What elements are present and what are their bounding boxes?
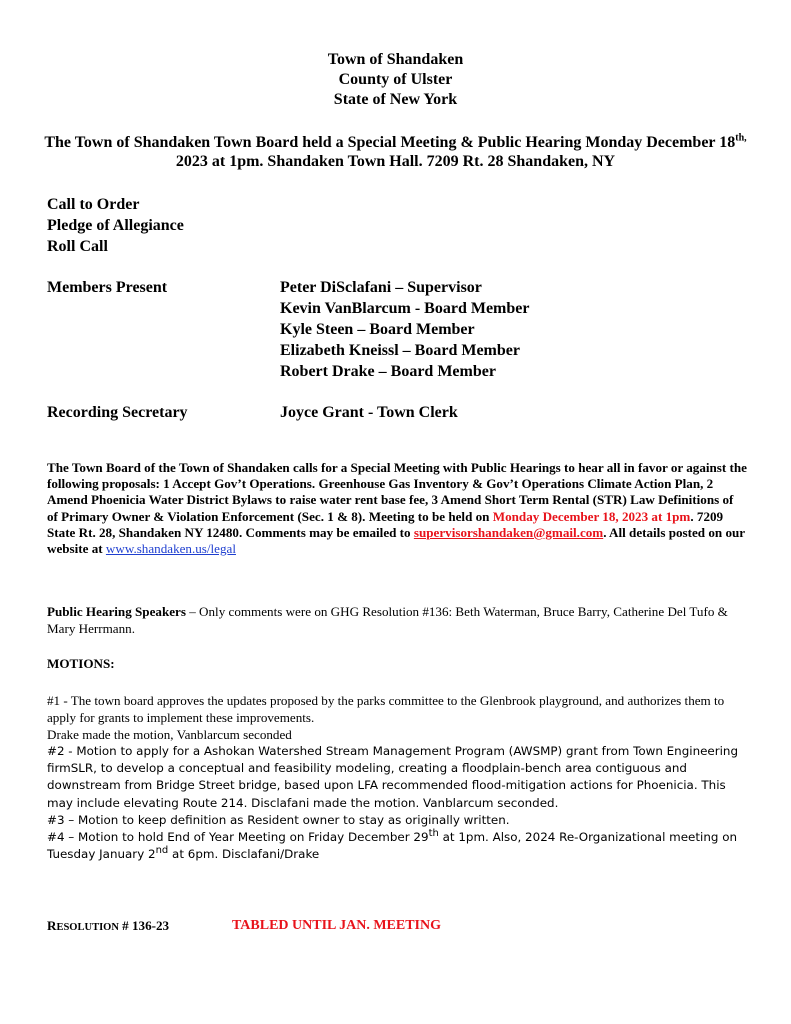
motion-4-text: #4 – Motion to hold End of Year Meeting on Friday December 29 [47, 830, 429, 845]
agenda-list [47, 194, 184, 257]
meeting-title [40, 133, 751, 171]
public-hearing-speakers [47, 603, 747, 637]
resolution-label-initial: R [47, 918, 57, 933]
motion-4-sup: th [428, 828, 439, 840]
agenda-item: Pledge of Allegiance [47, 217, 184, 234]
motion-4 [47, 829, 747, 863]
member-name: Kyle Steen – Board Member [280, 321, 475, 338]
members-list [280, 277, 529, 382]
state-name: State of New York [333, 91, 458, 108]
speakers-label: Public Hearing Speakers [47, 604, 186, 619]
notice-text: . All details posted on our website at [47, 524, 745, 557]
resolution-status: TABLED UNTIL JAN. MEETING [232, 918, 442, 933]
notice-date: Monday December 18, 2023 at 1pm [492, 508, 691, 524]
recording-secretary [47, 402, 747, 423]
motion-4-text: at 6pm. Disclafani/Drake [168, 847, 320, 862]
email-link[interactable]: supervisorshandaken@gmail.com [413, 524, 604, 540]
motions-heading: MOTIONS: [47, 656, 115, 671]
title-superscript: th, [735, 132, 747, 144]
meeting-notice [47, 460, 747, 557]
county-name: County of Ulster [338, 71, 453, 88]
motion-3: #3 – Motion to keep definition as Resident owner to stay as originally written. [47, 812, 510, 827]
title-part-2: 2023 at 1pm. Shandaken Town Hall. 7209 Rt. 28 Shandaken, NY [175, 153, 616, 170]
speakers-text: – Only comments were on GHG Resolution #136: Beth Waterman, Bruce Barry, Catherine Del Tufo & Mary Herrmann. [47, 604, 728, 636]
motion-2: #2 - Motion to apply for a Ashokan Watershed Stream Management Program (AWSMP) grant from Town Engineering firmSLR, to develop a conceptual and feasibility modeling, creating a floodplain-bench area contiguous and downstream from Bridge Street bridge, based upon LFA recommended flood-mitigation actions for Phoenicia. This may include elevating Route 214. Disclafani made the motion. Vanblarcum seconded. [47, 744, 739, 810]
notice-text: The Town Board of the Town of Shandaken calls for a Special Meeting with Public Hearings to hear all in favor or against the following proposals: 1 Accept Gov’t Operations. Greenhouse Gas Inventory & Gov’t Operations Climate Action Plan, 2 Amend Phoenicia Water District Bylaws to raise water rent base fee, 3 Amend Short Term Rental (STR) Law Definitions of of Primary Owner & Violation Enforcement (Sec. 1 & 8). Meeting to be held on [47, 460, 747, 524]
title-part-1: The Town of Shandaken Town Board held a Special Meeting & Public Hearing Monday December 18 [44, 134, 736, 151]
resolution-number: # 136-23 [118, 918, 170, 933]
member-name: Robert Drake – Board Member [280, 363, 496, 380]
resolution-line [47, 918, 747, 934]
member-name: Kevin VanBlarcum - Board Member [280, 300, 530, 317]
motion-4-sup: nd [155, 845, 169, 857]
secretary-name: Joyce Grant - Town Clerk [280, 404, 458, 421]
resolution-label-rest: ESOLUTION [56, 922, 119, 933]
motion-1-second: Drake made the motion, Vanblarcum seconded [47, 727, 292, 742]
motions-list [47, 743, 747, 863]
motion-4-text: at 1pm. Also, 2024 Re-Organizational meeting on Tuesday January 2 [47, 830, 738, 862]
secretary-label: Recording Secretary [47, 404, 188, 421]
members-label: Members Present [47, 279, 168, 296]
members-present [47, 277, 747, 382]
website-link[interactable]: www.shandaken.us/legal [105, 541, 236, 557]
member-name: Peter DiSclafani – Supervisor [280, 279, 482, 296]
agenda-item: Roll Call [47, 238, 108, 255]
member-name: Elizabeth Kneissl – Board Member [280, 342, 520, 359]
notice-text: . 7209 State Rt. 28, Shandaken NY 12480. Comments may be emailed to [47, 508, 724, 540]
agenda-item: Call to Order [47, 196, 140, 213]
motion-1-text: #1 - The town board approves the updates proposed by the parks committee to the Glenbrook playground, and authorizes them to apply for grants to implement these improvements. [47, 693, 725, 725]
document-header [0, 50, 791, 110]
motion-1 [47, 692, 747, 743]
town-name: Town of Shandaken [327, 51, 464, 68]
